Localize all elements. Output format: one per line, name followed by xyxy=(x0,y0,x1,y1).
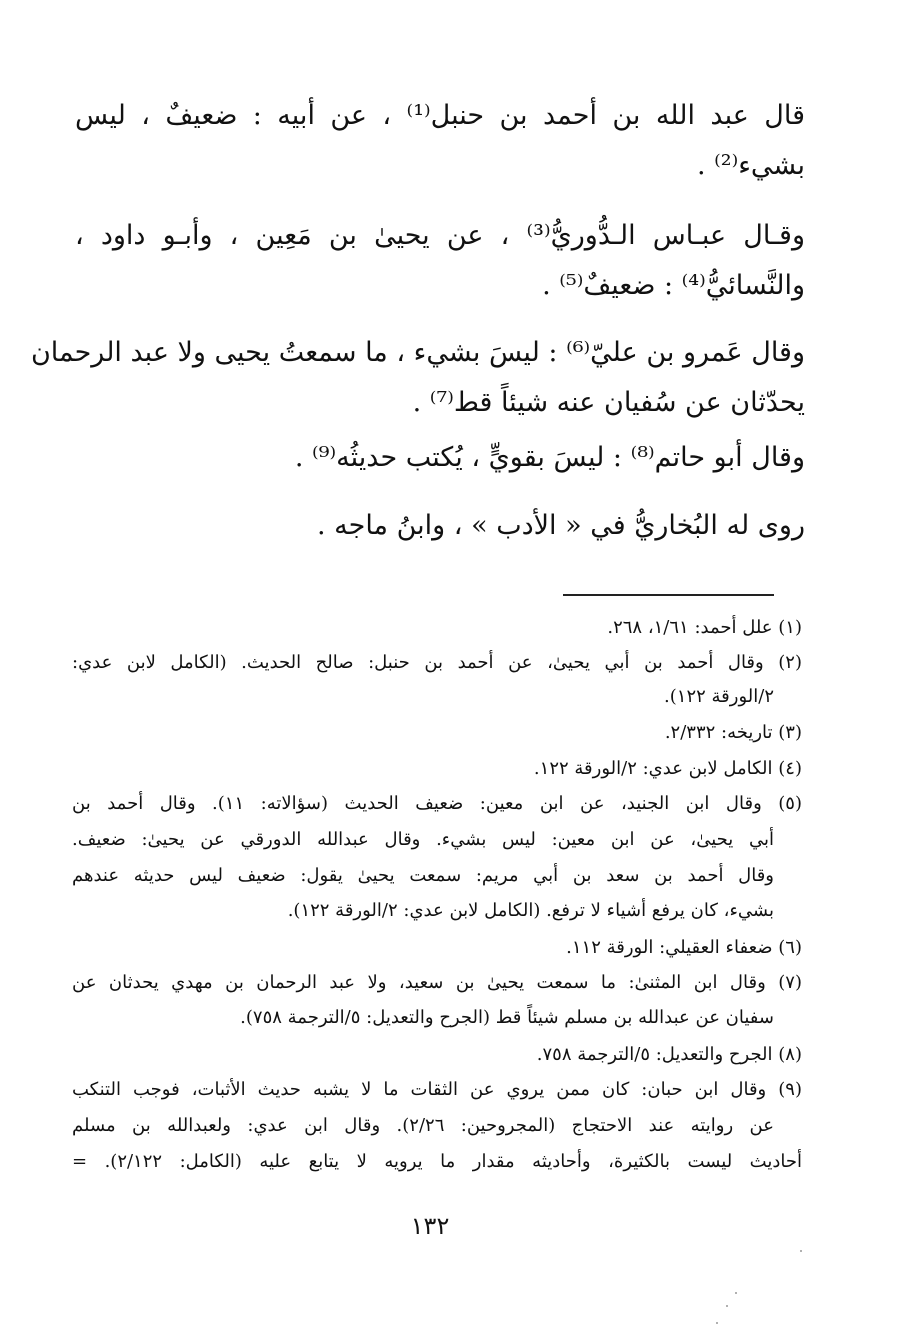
main-line-3: وقـال عبـاس الـدُّوريُّ⁽³⁾ ، عن يحيىٰ بن مَعِين ، وأبـو داود ، xyxy=(75,220,805,251)
scan-speck xyxy=(800,1250,802,1252)
scan-speck xyxy=(735,1292,737,1294)
footnote-7-line-2: سفيان عن عبدالله بن مسلم شيئاً قط (الجرح والتعديل: ٥/الترجمة ٧٥٨). xyxy=(240,1007,774,1028)
main-line-8: روى له البُخاريُّ في « الأدب » ، وابنُ ماجه . xyxy=(317,510,805,541)
main-line-4: والنَّسائيُّ⁽⁴⁾ : ضعيفٌ⁽⁵⁾ . xyxy=(542,270,805,301)
footnote-9-line-3: أحاديث ليست بالكثيرة، وأحاديثه مقدار ما يرويه لا يتابع عليه (الكامل: ٢/١٢٢). = xyxy=(72,1151,802,1172)
footnote-5-line-1: (٥) وقال ابن الجنيد، عن ابن معين: ضعيف الحديث (سؤالاته: ١١). وقال أحمد بن xyxy=(72,793,802,814)
footnote-7-line-1: (٧) وقال ابن المثنىٰ: ما سمعت يحيىٰ بن سعيد، ولا عبد الرحمان بن مهدي يحدثان عن xyxy=(72,972,802,993)
footnote-3: (٣) تاريخه: ٢/٣٣٢. xyxy=(664,722,802,743)
footnote-9-line-2: عن روايته عند الاحتجاج (المجروحين: ٢/٢٦). وقال ابن عدي: ولعبدالله بن مسلم xyxy=(72,1115,774,1136)
main-line-7: وقال أبو حاتم⁽⁸⁾ : ليسَ بقويٍّ ، يُكتب حديثُه⁽⁹⁾ . xyxy=(294,442,805,473)
footnote-6: (٦) ضعفاء العقيلي: الورقة ١١٢. xyxy=(566,937,802,958)
footnote-2-line-2: ٢/الورقة ١٢٢). xyxy=(664,686,774,707)
main-line-1: قال عبد الله بن أحمد بن حنبل⁽¹⁾ ، عن أبيه : ضعيفٌ ، ليس xyxy=(75,100,805,131)
footnote-8: (٨) الجرح والتعديل: ٥/الترجمة ٧٥٨. xyxy=(536,1044,802,1065)
footnote-1: (١) علل أحمد: ١/٦١، ٢٦٨. xyxy=(607,617,802,638)
footnote-separator xyxy=(563,594,774,596)
main-line-2: بشيء⁽²⁾ . xyxy=(696,150,805,181)
main-line-5: وقال عَمرو بن عليّ⁽⁶⁾ : ليسَ بشيء ، ما سمعتُ يحيى ولا عبد الرحمان xyxy=(30,337,805,368)
footnote-2-line-1: (٢) وقال أحمد بن أبي يحيىٰ، عن أحمد بن حنبل: صالح الحديث. (الكامل لابن عدي: xyxy=(72,652,802,673)
footnote-5-line-2: أبي يحيىٰ، عن ابن معين: ليس بشيء. وقال عبدالله الدورقي عن يحيىٰ: ضعيف. xyxy=(72,829,774,850)
scan-speck xyxy=(716,1322,718,1324)
main-line-6: يحدّثان عن سُفيان عنه شيئاً قط⁽⁷⁾ . xyxy=(412,387,805,418)
footnote-5-line-3: وقال أحمد بن سعد بن أبي مريم: سمعت يحيىٰ يقول: ضعيف ليس حديثه عندهم xyxy=(72,865,774,886)
footnote-5-line-4: بشيء، كان يرفع أشياء لا ترفع. (الكامل لابن عدي: ٢/الورقة ١٢٢). xyxy=(287,900,774,921)
page-number: ١٣٢ xyxy=(410,1212,450,1240)
footnote-4: (٤) الكامل لابن عدي: ٢/الورقة ١٢٢. xyxy=(533,758,802,779)
footnote-9-line-1: (٩) وقال ابن حبان: كان ممن يروي عن الثقات ما لا يشبه حديث الأثبات، فوجب التنكب xyxy=(72,1079,802,1100)
scan-speck xyxy=(726,1305,728,1307)
